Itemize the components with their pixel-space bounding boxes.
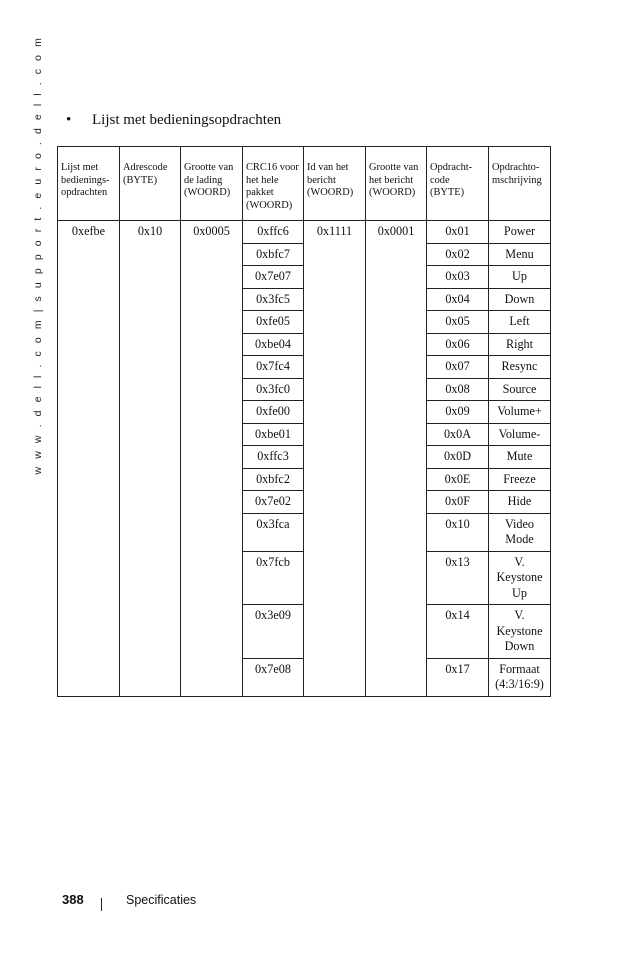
cell-command-code: 0x17 — [427, 658, 489, 696]
cell-crc16: 0x3fca — [243, 513, 304, 551]
cell-command-code: 0x08 — [427, 378, 489, 401]
cell-command-code: 0x0F — [427, 491, 489, 514]
cell-description: Resync — [489, 356, 551, 379]
cell-command-code: 0x10 — [427, 513, 489, 551]
header-list: Lijst met bedienings-opdrachten — [58, 147, 120, 221]
header-payload-size: Grootte van de lading (WOORD) — [181, 147, 243, 221]
footer-section-title: Specificaties — [126, 893, 197, 907]
page-number: 388 — [62, 892, 84, 907]
header-command-code: Opdracht-code (BYTE) — [427, 147, 489, 221]
heading-text: Lijst met bedieningsopdrachten — [92, 112, 282, 128]
cell-crc16: 0x7e08 — [243, 658, 304, 696]
cell-crc16: 0x7fc4 — [243, 356, 304, 379]
cell-payload-size: 0x0005 — [181, 221, 243, 697]
cell-crc16: 0xbfc7 — [243, 243, 304, 266]
cell-command-code: 0x0D — [427, 446, 489, 469]
header-address: Adrescode (BYTE) — [120, 147, 181, 221]
command-table — [57, 146, 551, 697]
cell-description: Video Mode — [489, 513, 551, 551]
cell-description: Menu — [489, 243, 551, 266]
cell-description: Mute — [489, 446, 551, 469]
table-body — [58, 221, 551, 697]
cell-crc16: 0xfe00 — [243, 401, 304, 424]
bullet: • — [66, 112, 72, 128]
side-url-text: w w w . d e l l . c o m | s u p p o r t . e u r o . d e l l . c o m — [32, 35, 44, 475]
cell-command-code: 0x13 — [427, 551, 489, 605]
cell-command-code: 0x06 — [427, 333, 489, 356]
cell-description: Right — [489, 333, 551, 356]
table-header — [58, 147, 551, 221]
cell-crc16: 0xbe01 — [243, 423, 304, 446]
cell-description: Freeze — [489, 468, 551, 491]
cell-command-code: 0x05 — [427, 311, 489, 334]
cell-description: V. Keystone Down — [489, 605, 551, 659]
cell-description: Up — [489, 266, 551, 289]
cell-description: Power — [489, 221, 551, 244]
cell-command-code: 0x14 — [427, 605, 489, 659]
cell-description: Down — [489, 288, 551, 311]
table-row — [58, 221, 551, 244]
cell-description: Left — [489, 311, 551, 334]
cell-description: V. Keystone Up — [489, 551, 551, 605]
section-heading — [66, 112, 281, 129]
cell-address: 0x10 — [120, 221, 181, 697]
header-row — [58, 147, 551, 221]
cell-list: 0xefbe — [58, 221, 120, 697]
header-crc16: CRC16 voor het hele pakket (WOORD) — [243, 147, 304, 221]
cell-crc16: 0x3fc5 — [243, 288, 304, 311]
cell-description: Hide — [489, 491, 551, 514]
header-description: Opdrachto-mschrijving — [489, 147, 551, 221]
cell-description: Source — [489, 378, 551, 401]
side-url — [28, 35, 48, 475]
cell-crc16: 0xfe05 — [243, 311, 304, 334]
cell-crc16: 0x7fcb — [243, 551, 304, 605]
header-message-size: Grootte van het bericht (WOORD) — [366, 147, 427, 221]
cell-description: Formaat (4:3/16:9) — [489, 658, 551, 696]
cell-command-code: 0x0E — [427, 468, 489, 491]
cell-command-code: 0x07 — [427, 356, 489, 379]
cell-command-code: 0x0A — [427, 423, 489, 446]
cell-message-id: 0x1111 — [304, 221, 366, 697]
cell-crc16: 0x7e07 — [243, 266, 304, 289]
cell-command-code: 0x01 — [427, 221, 489, 244]
cell-crc16: 0xffc6 — [243, 221, 304, 244]
cell-command-code: 0x03 — [427, 266, 489, 289]
cell-command-code: 0x09 — [427, 401, 489, 424]
cell-command-code: 0x04 — [427, 288, 489, 311]
footer-separator — [101, 898, 102, 911]
cell-description: Volume- — [489, 423, 551, 446]
header-message-id: Id van het bericht (WOORD) — [304, 147, 366, 221]
cell-message-size: 0x0001 — [366, 221, 427, 697]
cell-crc16: 0xbe04 — [243, 333, 304, 356]
cell-command-code: 0x02 — [427, 243, 489, 266]
cell-crc16: 0x3fc0 — [243, 378, 304, 401]
cell-crc16: 0x7e02 — [243, 491, 304, 514]
cell-crc16: 0xffc3 — [243, 446, 304, 469]
cell-crc16: 0xbfc2 — [243, 468, 304, 491]
cell-crc16: 0x3e09 — [243, 605, 304, 659]
cell-description: Volume+ — [489, 401, 551, 424]
